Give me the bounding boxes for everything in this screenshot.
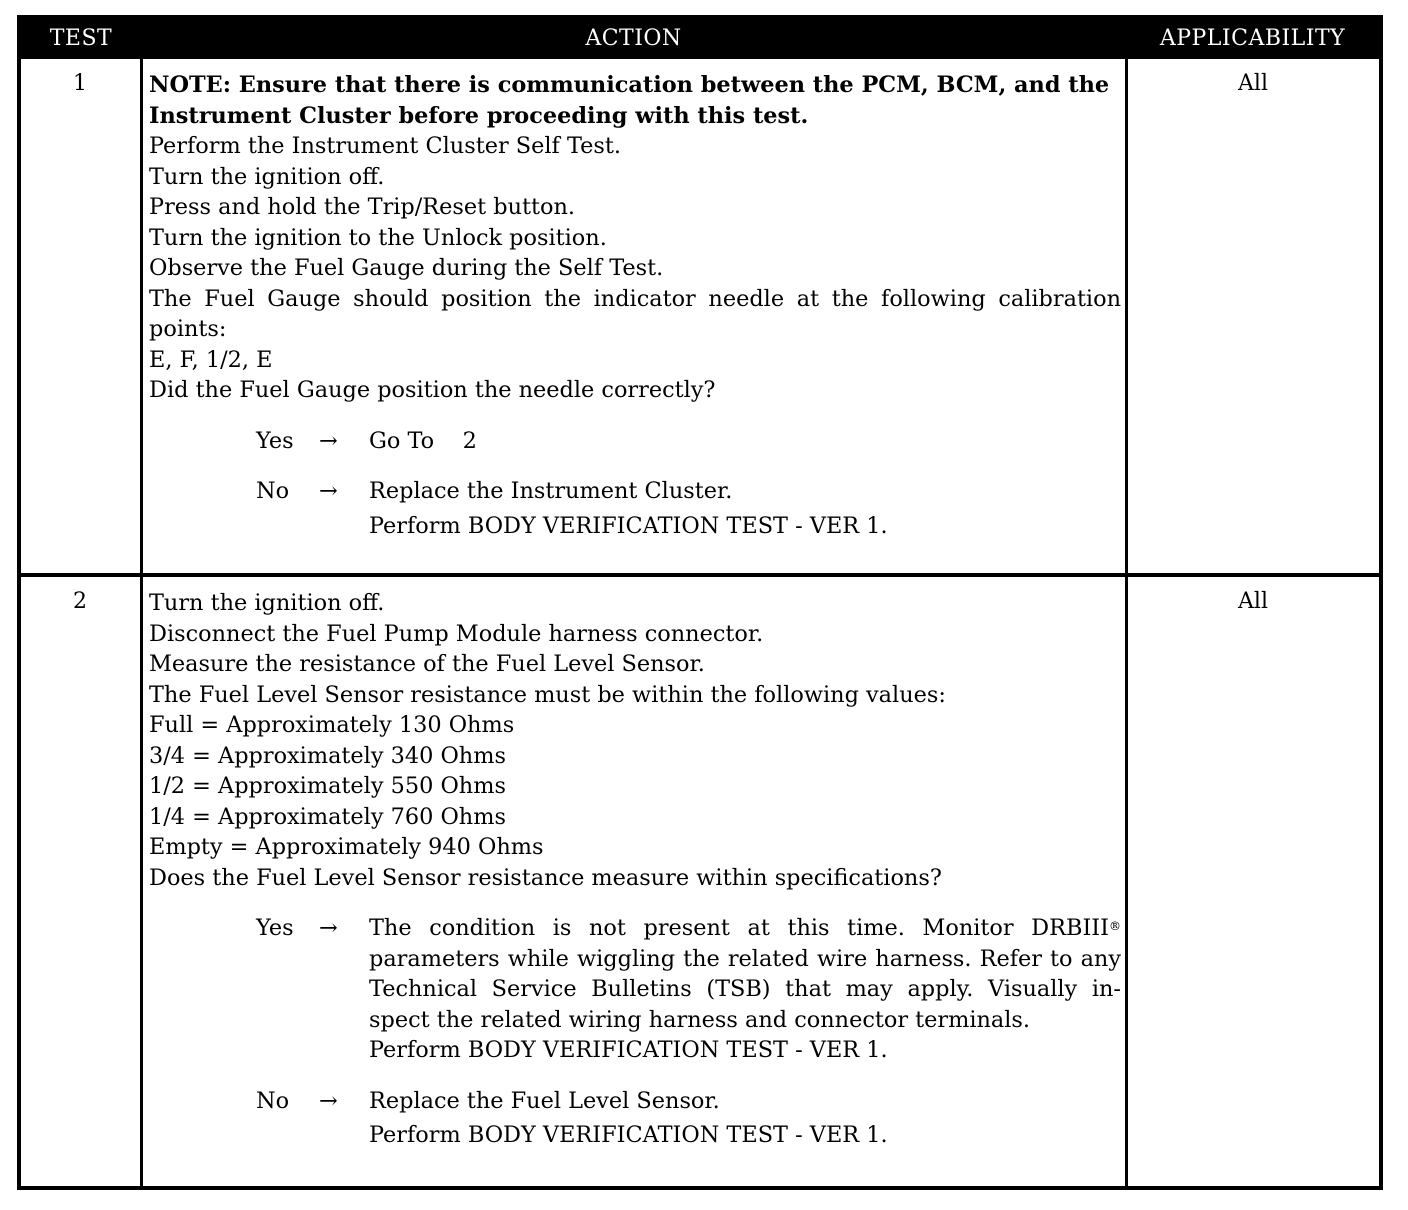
note-line: Instrument Cluster before proceeding with this test. [149,102,809,129]
result-label: No [256,478,290,504]
header-test: TEST [49,26,113,51]
arrow-icon: → [319,478,338,504]
step-line: Turn the ignition to the Unlock position. [149,224,607,251]
step-line: Perform the Instrument Cluster Self Test. [149,133,621,159]
applicability-value: All [1238,589,1268,614]
result-no [149,1086,1121,1151]
result-no [149,476,1121,541]
result-label: Yes [256,427,294,454]
step-line: Measure the resistance of the Fuel Level Sensor. [149,651,705,677]
result-yes [149,426,1121,457]
registered-mark: ® [1109,919,1121,933]
result-label: No [256,1087,290,1114]
value-line: 3/4 = Approximately 340 Ohms [149,742,506,769]
step-line: The Fuel Level Sensor resistance must be within the following values: [149,681,946,708]
step-line: Disconnect the Fuel Pump Module harness connector. [149,620,764,647]
result-label: Yes [256,915,294,941]
value-line: Full = Approximately 130 Ohms [149,712,515,738]
result-text: Technical Service Bulletins (TSB) that may apply. Visually in- [369,976,1121,1002]
result-text: Perform BODY VERIFICATION TEST - VER 1. [369,512,888,539]
result-text: Perform BODY VERIFICATION TEST - VER 1. [369,1122,888,1148]
step-line: Press and hold the Trip/Reset button. [149,194,576,220]
header-action: ACTION [585,26,682,51]
result-text: spect the related wiring harness and connector terminals. [369,1006,1031,1033]
result-text: Go To 2 [369,427,477,454]
result-text: parameters while wiggling the related wire harness. Refer to any [369,945,1121,972]
arrow-icon: → [319,427,338,454]
result-text: The condition is not present at this time. Monitor DRBIII® [369,915,1121,941]
header-applicability: APPLICABILITY [1159,26,1346,51]
test-number: 2 [73,589,87,614]
question-line: Did the Fuel Gauge position the needle correctly? [149,377,716,403]
step-line: Observe the Fuel Gauge during the Self Test. [149,255,664,281]
applicability-value: All [1238,71,1268,96]
action-cell [149,588,1121,1151]
result-text: Perform BODY VERIFICATION TEST - VER 1. [369,1037,888,1063]
action-cell [149,70,1121,541]
diagnostic-table [17,15,1383,1190]
column-divider [1125,59,1128,1186]
value-line: Empty = Approximately 940 Ohms [149,834,544,860]
note-line: NOTE: Ensure that there is communication between the PCM, BCM, and the [149,72,1110,98]
step-line: points: [149,316,227,342]
step-line: Turn the ignition off. [149,590,385,616]
result-text: Replace the Instrument Cluster. [369,478,733,504]
step-line: E, F, 1/2, E [149,346,273,373]
table-header [21,19,1379,59]
value-line: 1/4 = Approximately 760 Ohms [149,803,506,830]
step-line: The Fuel Gauge should position the indicator needle at the following calibration [149,285,1121,312]
value-line: 1/2 = Approximately 550 Ohms [149,773,506,799]
arrow-icon: → [319,1087,338,1114]
column-divider [140,59,143,1186]
step-line: Turn the ignition off. [149,163,385,190]
arrow-icon: → [319,915,338,941]
row-divider [21,573,1379,577]
result-text: Replace the Fuel Level Sensor. [369,1087,720,1114]
result-yes [149,913,1121,1066]
test-number: 1 [73,71,87,96]
question-line: Does the Fuel Level Sensor resistance measure within specifications? [149,864,942,891]
